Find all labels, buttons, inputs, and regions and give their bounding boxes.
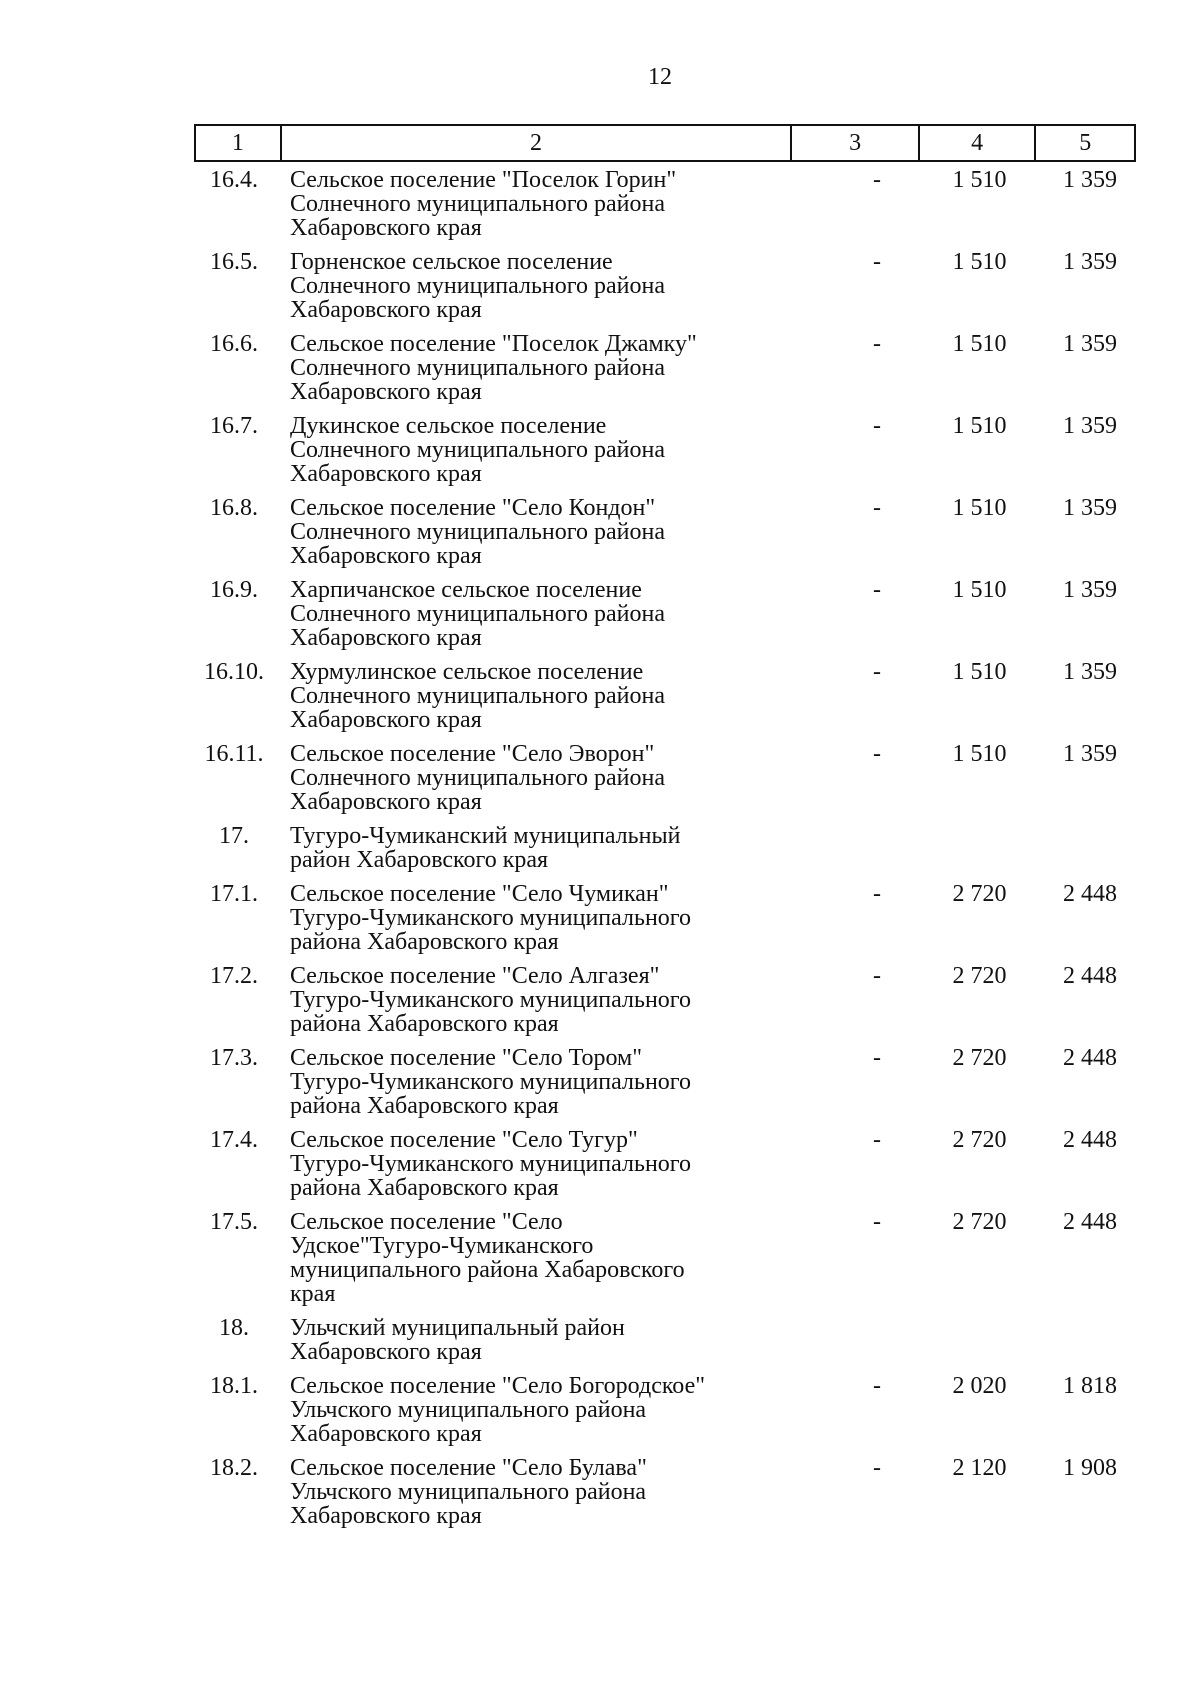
settlement-name-line: Сельское поселение "Село Эворон" (290, 741, 655, 767)
row-number: 16.8. (210, 495, 258, 521)
column-3-value: - (873, 741, 881, 767)
settlement-name-line: Ульчский муниципальный район (290, 1315, 625, 1341)
column-header-5: 5 (1079, 129, 1092, 156)
settlement-name (280, 660, 793, 732)
settlement-name-line: Тугуро-Чумиканский муниципальный (290, 823, 681, 849)
table-row (194, 964, 1136, 1036)
row-number: 18.1. (210, 1373, 258, 1399)
column-header-3: 3 (792, 126, 919, 160)
column-5-value: 1 359 (1063, 249, 1117, 275)
table-row (194, 168, 1136, 240)
settlement-name (280, 250, 793, 322)
settlement-name-line: Тугуро-Чумиканского муниципального (290, 1069, 692, 1095)
row-number: 16.10. (204, 659, 264, 685)
settlement-name-line: Хабаровского края (290, 789, 482, 815)
row-number: 18.2. (210, 1455, 258, 1481)
table-row (194, 414, 1136, 486)
table-row (194, 1456, 1136, 1528)
settlement-name-line: Тугуро-Чумиканского муниципального (290, 987, 692, 1013)
settlement-name-line: Хабаровского края (290, 1339, 482, 1365)
column-header-1: 1 (196, 126, 282, 160)
column-4-value: 2 720 (952, 1045, 1007, 1071)
settlement-name-line: Удское"Тугуро-Чумиканского (290, 1233, 594, 1259)
row-number: 17.1. (210, 881, 258, 907)
column-4-value: 1 510 (952, 413, 1007, 439)
settlement-name-line: Солнечного муниципального района (290, 355, 665, 381)
column-4-value: 1 510 (952, 741, 1007, 767)
column-3-value: - (873, 881, 881, 907)
column-3-value: - (873, 963, 881, 989)
settlement-name-line: Хабаровского края (290, 297, 482, 323)
settlement-name-line: Хабаровского края (290, 1421, 482, 1447)
row-number: 17.5. (210, 1209, 258, 1235)
settlement-name-line: Хабаровского края (290, 215, 482, 241)
settlement-name (280, 964, 793, 1036)
settlement-name (280, 1210, 793, 1306)
settlement-name-line: района Хабаровского края (290, 1093, 559, 1119)
table-row (194, 1374, 1136, 1446)
column-5-value: 2 448 (1063, 963, 1117, 989)
settlement-name (280, 1046, 793, 1118)
settlement-name (280, 824, 793, 872)
column-3-value: - (873, 1127, 881, 1153)
column-5-value: 1 359 (1063, 495, 1117, 521)
table-row (194, 332, 1136, 404)
settlement-name-line: Солнечного муниципального района (290, 601, 665, 627)
column-5-value: 1 818 (1063, 1373, 1117, 1399)
column-5-value: 1 359 (1063, 577, 1117, 603)
settlement-name (280, 332, 793, 404)
settlement-name-line: Тугуро-Чумиканского муниципального (290, 905, 692, 931)
column-4-value: 2 720 (952, 963, 1007, 989)
settlement-name-line: района Хабаровского края (290, 1175, 559, 1201)
settlement-name-line: Хабаровского края (290, 707, 482, 733)
settlement-name-line: Солнечного муниципального района (290, 519, 665, 545)
settlement-name (280, 496, 793, 568)
column-3-value: - (873, 577, 881, 603)
table-row (194, 882, 1136, 954)
column-header-2: 2 (282, 126, 793, 160)
column-5-value: 1 359 (1063, 167, 1117, 193)
column-4-value: 2 720 (952, 1209, 1007, 1235)
settlement-name-line: Сельское поселение "Село (290, 1209, 563, 1235)
settlement-name-line: район Хабаровского края (290, 847, 549, 873)
row-number: 17.3. (210, 1045, 258, 1071)
column-3-value: - (873, 1373, 881, 1399)
column-4-value (921, 1316, 1038, 1364)
column-4-value: 2 120 (952, 1455, 1007, 1481)
table-row (194, 1046, 1136, 1118)
settlement-name-line: района Хабаровского края (290, 1011, 559, 1037)
column-3-value: - (873, 1455, 881, 1481)
settlement-name-line: района Хабаровского края (290, 929, 559, 955)
column-5-value: 2 448 (1063, 1209, 1117, 1235)
settlement-name-line: Хабаровского края (290, 543, 482, 569)
column-4-value: 1 510 (952, 659, 1007, 685)
row-number: 18. (219, 1315, 249, 1341)
settlement-name-line: Горненское сельское поселение (290, 249, 613, 275)
column-5-value: 1 908 (1063, 1455, 1117, 1481)
column-4-value: 1 510 (952, 167, 1007, 193)
column-4-value: 1 510 (952, 495, 1007, 521)
column-header-4: 4 (920, 126, 1037, 160)
column-4-value: 2 720 (952, 1127, 1007, 1153)
table-row (194, 1316, 1136, 1364)
row-number: 17. (219, 823, 249, 849)
table-row (194, 660, 1136, 732)
column-5-value (1038, 1316, 1136, 1364)
column-4-value: 1 510 (952, 249, 1007, 275)
settlement-name-line: Тугуро-Чумиканского муниципального (290, 1151, 692, 1177)
settlement-name-line: Сельское поселение "Поселок Горин" (290, 167, 677, 193)
table-row (194, 1128, 1136, 1200)
settlement-name-line: Хабаровского края (290, 379, 482, 405)
column-3-value: - (873, 167, 881, 193)
row-number: 16.5. (210, 249, 258, 275)
settlement-name-line: Хабаровского края (290, 625, 482, 651)
row-number: 16.9. (210, 577, 258, 603)
settlement-name-line: Сельское поселение "Село Алгазея" (290, 963, 660, 989)
column-3-value (793, 1316, 921, 1364)
column-4-value: 1 510 (952, 577, 1007, 603)
table-row (194, 1210, 1136, 1306)
settlement-name-line: Солнечного муниципального района (290, 191, 665, 217)
column-5-value: 2 448 (1063, 1127, 1117, 1153)
settlement-name (280, 1374, 793, 1446)
row-number: 16.6. (210, 331, 258, 357)
column-4-value: 2 720 (952, 881, 1007, 907)
table-body (194, 162, 1136, 1528)
page-number: 12 (648, 64, 672, 90)
row-number: 17.4. (210, 1127, 258, 1153)
column-5-value: 1 359 (1063, 331, 1117, 357)
column-3-value: - (873, 413, 881, 439)
column-3-value: - (873, 331, 881, 357)
settlement-name-line: Харпичанское сельское поселение (290, 577, 642, 603)
column-3-value: - (873, 1045, 881, 1071)
row-number: 16.4. (210, 167, 258, 193)
table-row (194, 250, 1136, 322)
settlement-name-line: Дукинское сельское поселение (290, 413, 607, 439)
settlement-name-line: Солнечного муниципального района (290, 437, 665, 463)
settlement-name-line: Солнечного муниципального района (290, 683, 665, 709)
data-table (194, 124, 1136, 1538)
table-header-row (194, 124, 1136, 162)
settlement-name-line: Солнечного муниципального района (290, 273, 665, 299)
settlement-name (280, 1316, 793, 1364)
column-3-value (793, 824, 921, 872)
column-5-value (1038, 824, 1136, 872)
settlement-name-line: Сельское поселение "Село Тором" (290, 1045, 643, 1071)
settlement-name-line: Сельское поселение "Село Булава" (290, 1455, 647, 1481)
table-row (194, 824, 1136, 872)
settlement-name-line: Ульчского муниципального района (290, 1479, 647, 1505)
settlement-name (280, 578, 793, 650)
settlement-name-line: Хабаровского края (290, 1503, 482, 1529)
settlement-name-line: Сельское поселение "Село Чумикан" (290, 881, 669, 907)
settlement-name-line: края (290, 1281, 336, 1307)
settlement-name-line: Сельское поселение "Село Тугур" (290, 1127, 638, 1153)
column-4-value: 2 020 (952, 1373, 1007, 1399)
settlement-name (280, 882, 793, 954)
settlement-name-line: муниципального района Хабаровского (290, 1257, 685, 1283)
column-5-value: 1 359 (1063, 741, 1117, 767)
settlement-name (280, 742, 793, 814)
column-3-value: - (873, 659, 881, 685)
table-row (194, 578, 1136, 650)
settlement-name-line: Хурмулинское сельское поселение (290, 659, 644, 685)
settlement-name (280, 1128, 793, 1200)
row-number: 16.11. (204, 741, 264, 767)
column-3-value: - (873, 249, 881, 275)
settlement-name-line: Сельское поселение "Поселок Джамку" (290, 331, 697, 357)
settlement-name-line: Солнечного муниципального района (290, 765, 665, 791)
settlement-name (280, 1456, 793, 1528)
settlement-name (280, 168, 793, 240)
column-4-value: 1 510 (952, 331, 1007, 357)
settlement-name-line: Сельское поселение "Село Кондон" (290, 495, 656, 521)
column-5-value: 2 448 (1063, 1045, 1117, 1071)
settlement-name-line: Хабаровского края (290, 461, 482, 487)
table-row (194, 496, 1136, 568)
settlement-name-line: Сельское поселение "Село Богородское" (290, 1373, 706, 1399)
column-5-value: 1 359 (1063, 413, 1117, 439)
row-number: 16.7. (210, 413, 258, 439)
settlement-name-line: Ульчского муниципального района (290, 1397, 647, 1423)
settlement-name (280, 414, 793, 486)
column-5-value: 2 448 (1063, 881, 1117, 907)
column-3-value: - (873, 495, 881, 521)
column-4-value (921, 824, 1038, 872)
column-5-value: 1 359 (1063, 659, 1117, 685)
column-3-value: - (873, 1209, 881, 1235)
table-row (194, 742, 1136, 814)
row-number: 17.2. (210, 963, 258, 989)
